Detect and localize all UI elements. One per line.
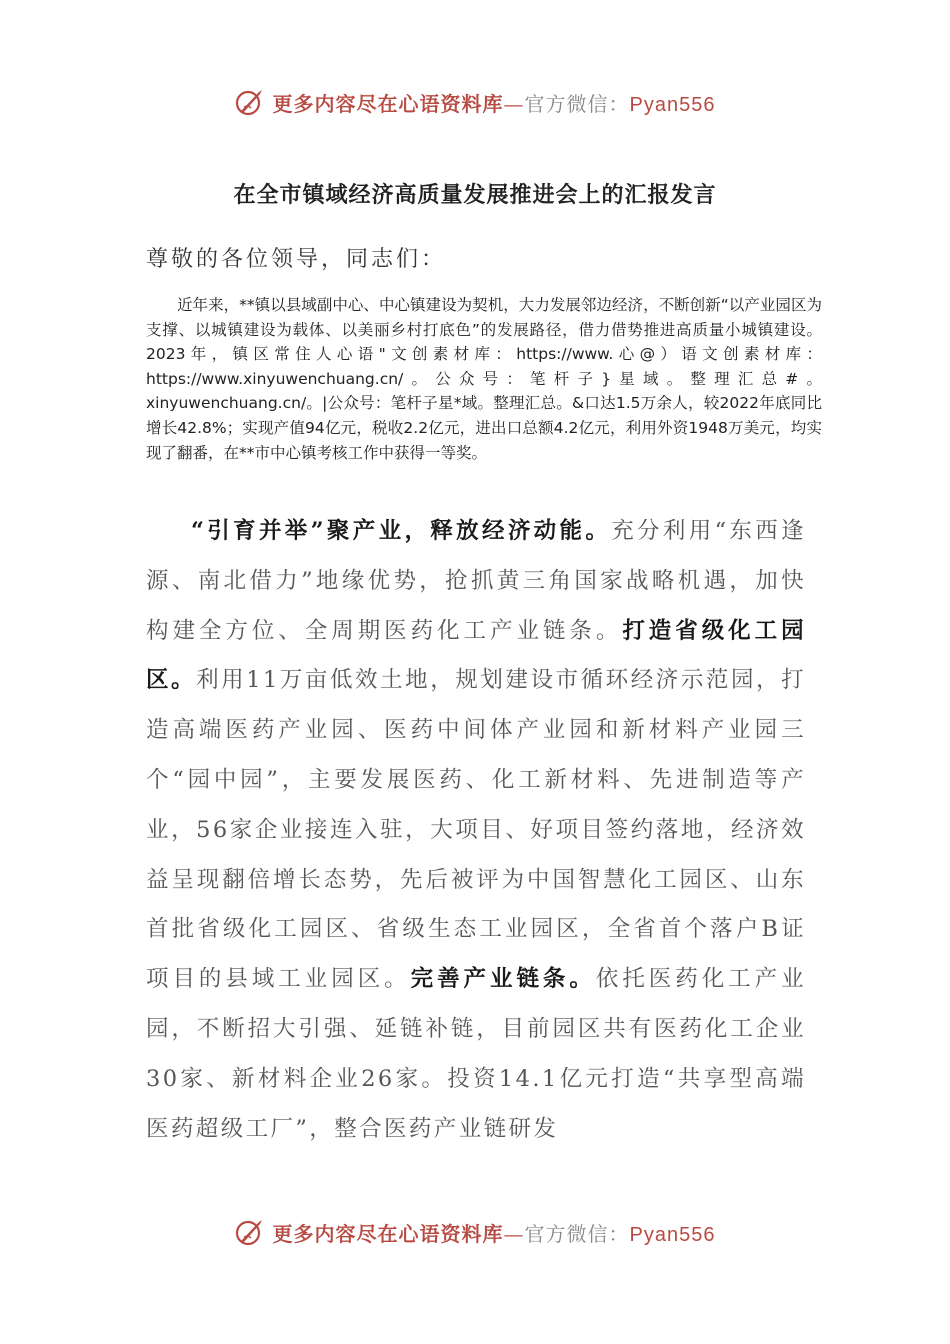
greeting: 尊敬的各位领导，同志们： [146, 247, 447, 272]
section-text-3: 依托医药化工产业园，不断招大引强、延链补链，目前园区共有医药化工企业30家、新材料企业26家。投资14.1亿元打造“共享型高端医药超级工厂”，整合医药产业链研发 [146, 966, 806, 1142]
banner-wechat-id: Pyan556 [629, 1223, 716, 1246]
banner-wechat-label: 官方微信： [524, 1221, 630, 1246]
document-title: 在全市镇域经济高质量发展推进会上的汇报发言 [233, 183, 717, 208]
quill-pen-icon [235, 87, 265, 117]
banner-wechat-label: 官方微信： [524, 91, 630, 116]
section-text-1: 充分利用“东西逢源、南北借力”地缘优势，抢抓黄三角国家战略机遇，加快构建全方位、全周期医药化工产业链条。 [146, 518, 807, 644]
quill-pen-icon [235, 1217, 265, 1247]
section-heading: “引育并举”聚产业，释放经济动能。 [191, 518, 612, 544]
section-paragraph [146, 507, 806, 1154]
banner-text [273, 88, 716, 117]
banner-dash: — [503, 91, 525, 116]
banner-text [273, 1218, 716, 1247]
banner-slogan: 更多内容尽在心语资料库 [272, 1221, 504, 1246]
subheading-chemical-park: 打造省级化工园区。 [146, 617, 806, 694]
banner-dash: — [503, 1221, 525, 1246]
header-banner [0, 82, 950, 122]
subheading-industry-chain: 完善产业链条。 [410, 966, 596, 993]
section-text-2: 利用11万亩低效土地，规划建设市循环经济示范园，打造高端医药产业园、医药中间体产业园和新材料产业园三个“园中园”，主要发展医药、化工新材料、先进制造等产业，56家企业接连入驻，大项目、好项目签约落地，经济效益呈现翻倍增长态势，先后被评为中国智慧化工园区、山东首批省级化工园区、省级生态工业园区，全省首个落户B证项目的县域工业园区。 [146, 667, 806, 993]
footer-banner [0, 1212, 950, 1252]
banner-wechat-id: Pyan556 [629, 93, 716, 116]
intro-paragraph: 近年来，**镇以县域副中心、中心镇建设为契机，大力发展邻边经济，不断创新“以产业园区为支撑、以城镇建设为载体、以美丽乡村打底色”的发展路径，借力借势推进高质量小城镇建设。2023年，镇区常住人心语"文创素材库：https://www.心@）语文创素材库：https://www.xinyuwenchuang.cn/。公众号：笔杆子}星域。整理汇总#。xinyuwenchuang.cn/。|公众号：笔杆子星*域。整理汇总。&口达1.5万余人，较2022年底同比增长42.8%；实现产值94亿元，税收2.2亿元，进出口总额4.2亿元，利用外资1948万美元，均实现了翻番，在**市中心镇考核工作中获得一等奖。 [146, 296, 822, 462]
banner-slogan: 更多内容尽在心语资料库 [272, 91, 504, 116]
